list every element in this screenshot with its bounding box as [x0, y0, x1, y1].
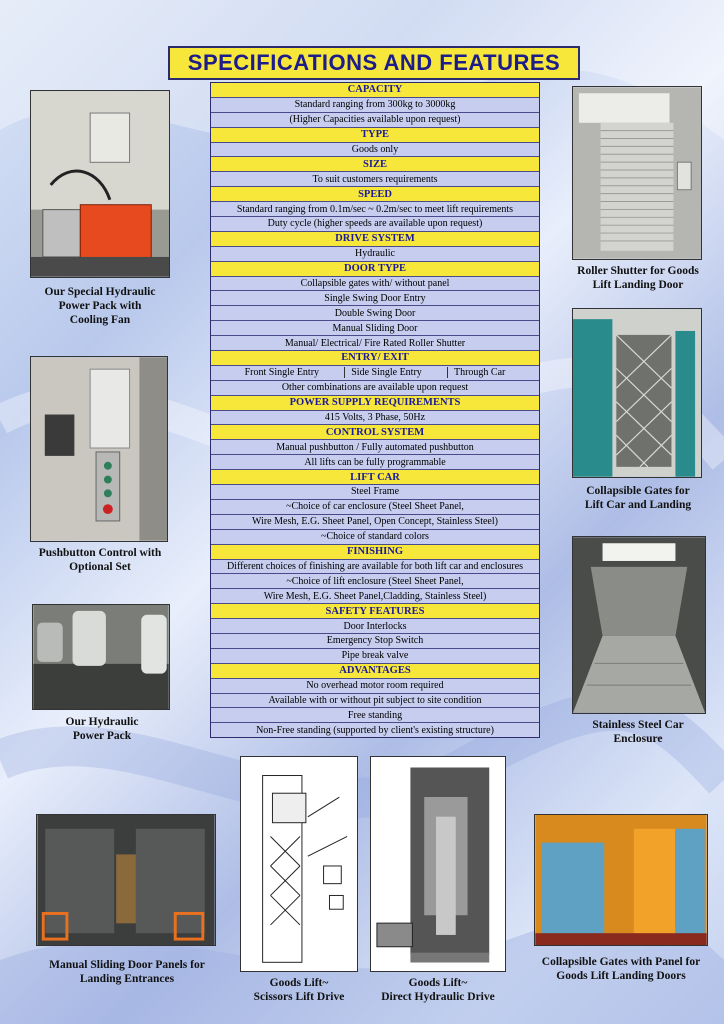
spec-section-header: POWER SUPPLY REQUIREMENTS [211, 396, 539, 411]
collapsible-panel-photo [534, 814, 708, 946]
hydraulic-power-pack-photo [32, 604, 170, 710]
spec-row-value: To suit customers requirements [211, 172, 539, 187]
spec-row-value: Standard ranging from 0.1m/sec ~ 0.2m/sec to meet lift requirements [211, 202, 539, 217]
caption-pushbutton-control: Pushbutton Control with Optional Set [38, 547, 162, 573]
spec-row-value: Duty cycle (higher speeds are available upon request) [211, 217, 539, 232]
caption-collapsible-panel: Collapsible Gates with Panel for Goods Lift Landing Doors [541, 956, 701, 982]
spec-row-value: Non-Free standing (supported by client's existing structure) [211, 723, 539, 737]
specifications-table [210, 82, 540, 738]
page-title: SPECIFICATIONS AND FEATURES [168, 46, 580, 80]
spec-row-value: Wire Mesh, E.G. Sheet Panel, Open Concept, Stainless Steel) [211, 515, 539, 530]
spec-row-value: Wire Mesh, E.G. Sheet Panel,Cladding, Stainless Steel) [211, 589, 539, 604]
caption-manual-sliding: Manual Sliding Door Panels for Landing Entrances [49, 959, 205, 985]
caption-direct-hydraulic: Goods Lift~ Direct Hydraulic Drive [381, 977, 495, 1003]
spec-row-part: Side Single Entry [344, 367, 428, 378]
direct-hydraulic-drawing [370, 756, 506, 972]
spec-row-value: Single Swing Door Entry [211, 291, 539, 306]
scissors-lift-drawing [240, 756, 358, 972]
spec-row-value: Emergency Stop Switch [211, 634, 539, 649]
caption-hydraulic-power-pack: Our Hydraulic Power Pack [65, 716, 139, 742]
spec-row-value: 415 Volts, 3 Phase, 50Hz [211, 411, 539, 426]
pushbutton-control-photo [30, 356, 168, 542]
spec-section-header: DRIVE SYSTEM [211, 232, 539, 247]
spec-section-header: TYPE [211, 128, 539, 143]
spec-row-value: Pipe break valve [211, 649, 539, 664]
spec-row-value: Other combinations are available upon request [211, 381, 539, 396]
spec-section-header: ENTRY/ EXIT [211, 351, 539, 366]
spec-row-value: Double Swing Door [211, 306, 539, 321]
spec-row-value: Door Interlocks [211, 619, 539, 634]
spec-row-part: Through Car [447, 367, 511, 378]
collapsible-gates-photo [572, 308, 702, 478]
spec-section-header: CAPACITY [211, 83, 539, 98]
spec-section-header: SAFETY FEATURES [211, 604, 539, 619]
roller-shutter-photo [572, 86, 702, 260]
spec-section-header: LIFT CAR [211, 470, 539, 485]
manual-sliding-door-photo [36, 814, 216, 946]
spec-row-value: (Higher Capacities available upon request) [211, 113, 539, 128]
spec-row-value: Free standing [211, 708, 539, 723]
spec-row-value: Collapsible gates with/ without panel [211, 277, 539, 292]
spec-row-value: Available with or without pit subject to site condition [211, 694, 539, 709]
caption-collapsible-gates: Collapsible Gates for Lift Car and Landing [584, 485, 692, 511]
spec-row-value: Steel Frame [211, 485, 539, 500]
caption-stainless-car: Stainless Steel Car Enclosure [592, 719, 684, 745]
hydraulic-power-pack-fan-photo [30, 90, 170, 278]
spec-section-header: FINISHING [211, 545, 539, 560]
spec-row-value: ~Choice of standard colors [211, 530, 539, 545]
spec-row-value: Standard ranging from 300kg to 3000kg [211, 98, 539, 113]
spec-row-part: Front Single Entry [244, 367, 320, 379]
spec-row-value: Hydraulic [211, 247, 539, 262]
spec-row-value: Manual/ Electrical/ Fire Rated Roller Shutter [211, 336, 539, 351]
caption-scissors-lift: Goods Lift~ Scissors Lift Drive [253, 977, 345, 1003]
spec-row-value: All lifts can be fully programmable [211, 455, 539, 470]
spec-row-value: ~Choice of car enclosure (Steel Sheet Panel, [211, 500, 539, 515]
spec-row-value: Manual Sliding Door [211, 321, 539, 336]
spec-section-header: SPEED [211, 187, 539, 202]
spec-section-header: CONTROL SYSTEM [211, 425, 539, 440]
caption-hydraulic-power-pack-fan: Our Special Hydraulic Power Pack with Cooling Fan [44, 286, 156, 326]
spec-section-header: SIZE [211, 157, 539, 172]
spec-row-value: Manual pushbutton / Fully automated pushbutton [211, 440, 539, 455]
spec-row-split [211, 366, 539, 381]
stainless-car-photo [572, 536, 706, 714]
spec-row-value: ~Choice of lift enclosure (Steel Sheet Panel, [211, 574, 539, 589]
spec-row-value: Different choices of finishing are available for both lift car and enclosures [211, 560, 539, 575]
spec-row-value: No overhead motor room required [211, 679, 539, 694]
spec-row-value: Goods only [211, 143, 539, 158]
spec-section-header: ADVANTAGES [211, 664, 539, 679]
caption-roller-shutter: Roller Shutter for Goods Lift Landing Door [577, 265, 699, 291]
spec-section-header: DOOR TYPE [211, 262, 539, 277]
